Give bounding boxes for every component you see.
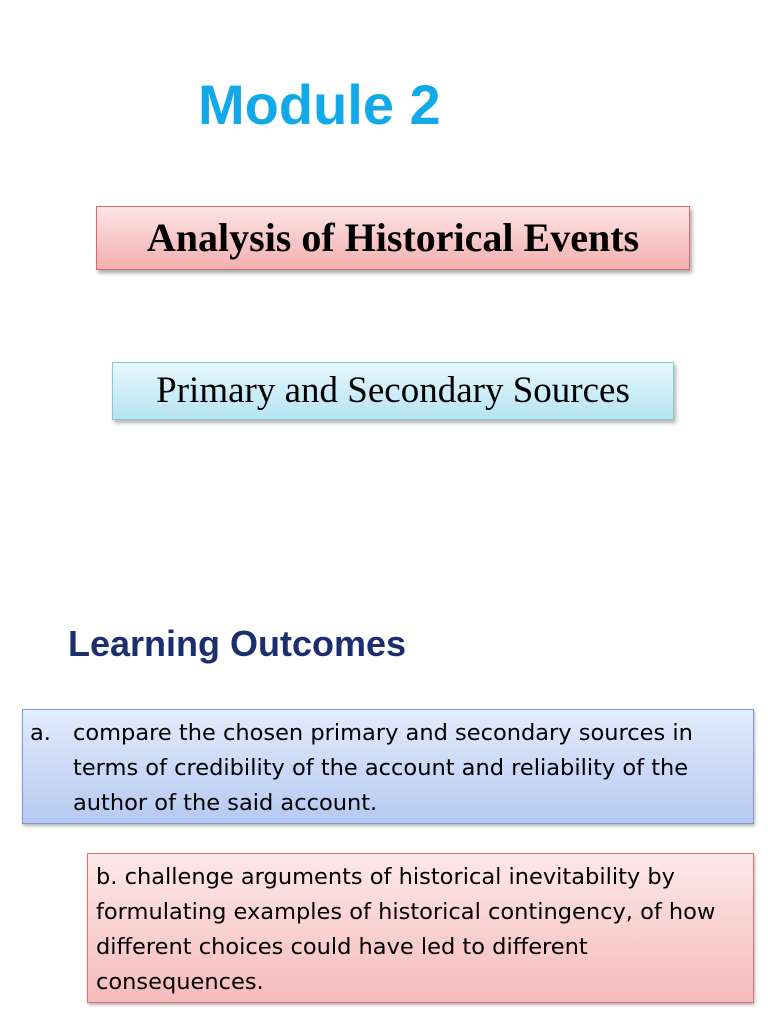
subtopic-title-box [112,362,674,420]
topic-title: Analysis of Historical Events [146,215,640,260]
outcome-b-text: b. challenge arguments of historical inevitability by formulating examples of historical contingency, of how different choices could have led to different consequences. [96,864,716,995]
learning-outcome-b [87,853,754,1003]
outcome-a-marker: a. [30,720,51,746]
module-title: Module 2 [198,73,441,136]
outcome-a-text: compare the chosen primary and secondary sources in terms of credibility of the account and reliability of the author of the said account. [73,720,693,816]
subtopic-title: Primary and Secondary Sources [156,370,630,411]
topic-title-box [96,206,690,270]
learning-outcomes-heading: Learning Outcomes [68,623,407,664]
learning-outcome-a [22,709,754,824]
